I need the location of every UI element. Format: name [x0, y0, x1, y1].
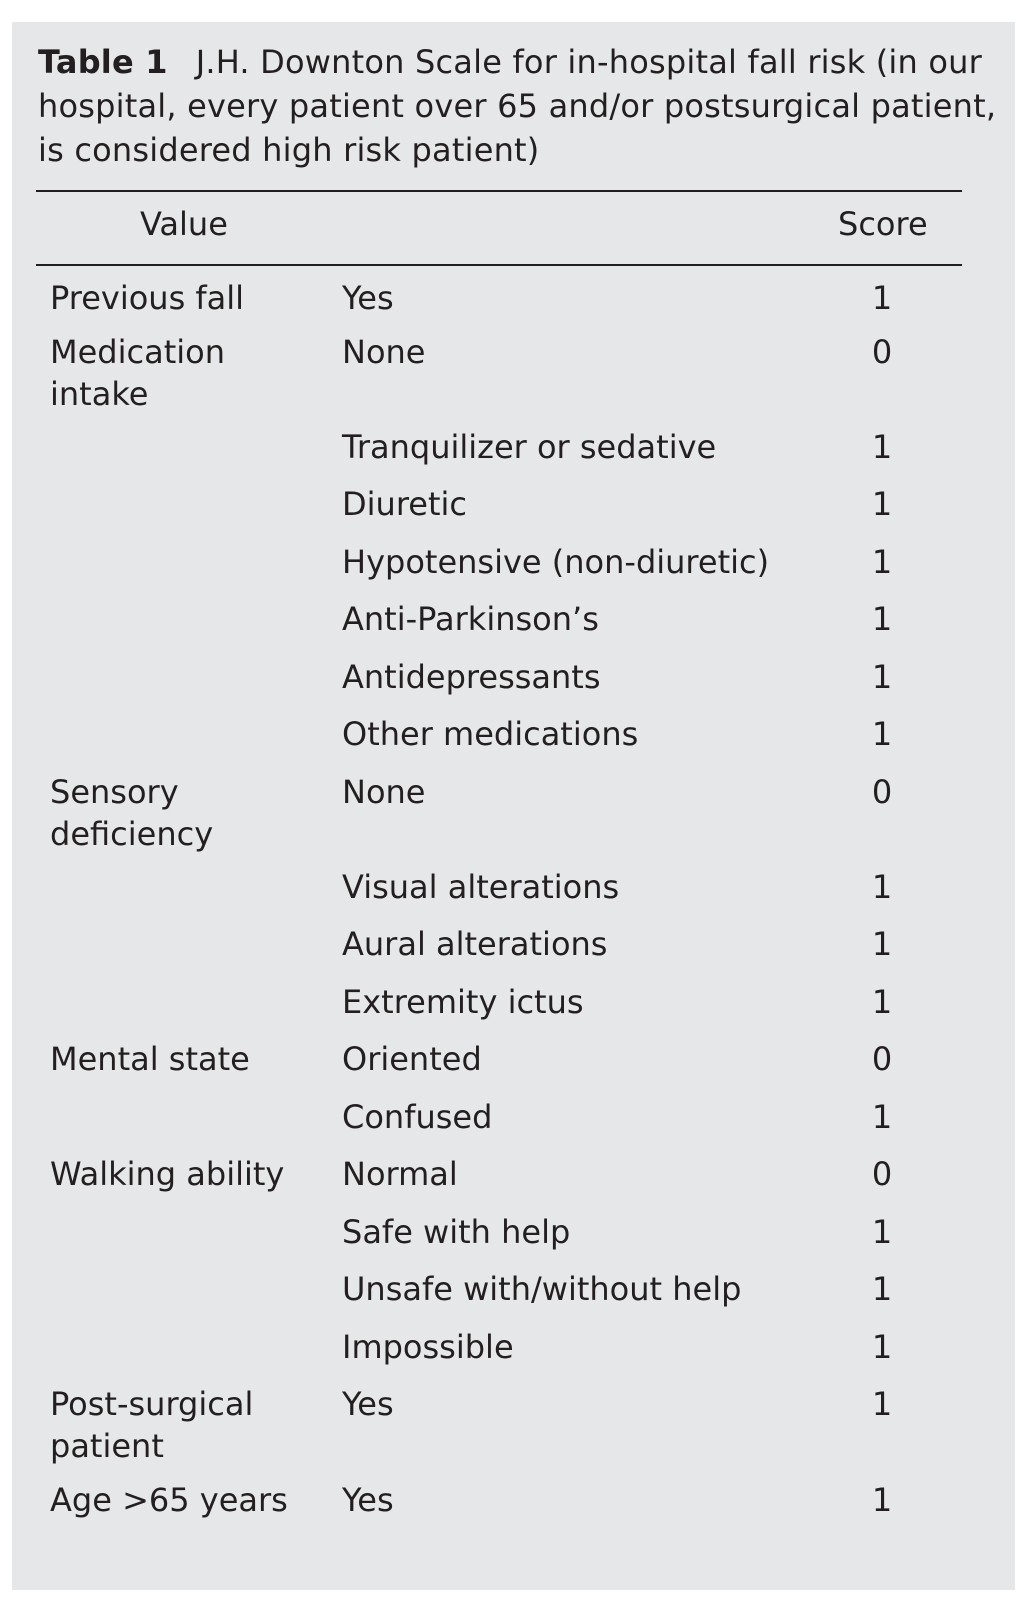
row-item: Tranquilizer or sedative: [342, 428, 717, 466]
header-value: Value: [140, 205, 228, 243]
row-score: 1: [871, 983, 893, 1021]
row-category: Medication intake: [50, 333, 225, 413]
row-item: Diuretic: [342, 485, 467, 523]
row-score: 1: [871, 279, 893, 317]
caption-label: Table 1: [38, 43, 168, 81]
table-panel: [12, 22, 1015, 1590]
row-item: None: [342, 333, 426, 371]
row-score: 0: [871, 1155, 893, 1193]
row-score: 1: [871, 1328, 893, 1366]
row-score: 1: [871, 658, 893, 696]
caption-text: J.H. Downton Scale for in-hospital fall risk (in our hospital, every patient over 65 and/or postsurgical patient, is considered high risk patient): [38, 43, 997, 169]
row-item: None: [342, 773, 426, 811]
row-category: Mental state: [50, 1040, 250, 1078]
row-item: Other medications: [342, 715, 639, 753]
row-score: 0: [871, 1040, 893, 1078]
row-score: 0: [871, 773, 893, 811]
row-score: 1: [871, 600, 893, 638]
row-item: Unsafe with/without help: [342, 1270, 742, 1308]
row-score: 1: [871, 1270, 893, 1308]
row-item: Confused: [342, 1098, 493, 1136]
top-rule: [36, 190, 962, 192]
row-item: Aural alterations: [342, 925, 608, 963]
header-rule: [36, 264, 962, 266]
row-score: 0: [871, 333, 893, 371]
row-score: 1: [871, 925, 893, 963]
row-item: Yes: [342, 1385, 394, 1423]
row-score: 1: [871, 428, 893, 466]
header-score: Score: [838, 205, 928, 243]
row-score: 1: [871, 1098, 893, 1136]
row-item: Extremity ictus: [342, 983, 584, 1021]
row-score: 1: [871, 543, 893, 581]
row-category: Walking ability: [50, 1155, 285, 1193]
row-score: 1: [871, 1385, 893, 1423]
row-score: 1: [871, 485, 893, 523]
row-item: Anti-Parkinson’s: [342, 600, 599, 638]
table-caption: [38, 40, 998, 172]
row-item: Hypotensive (non-diuretic): [342, 543, 770, 581]
row-item: Normal: [342, 1155, 458, 1193]
row-item: Oriented: [342, 1040, 482, 1078]
row-item: Antidepressants: [342, 658, 601, 696]
row-category: Age >65 years: [50, 1481, 288, 1519]
row-item: Yes: [342, 1481, 394, 1519]
row-score: 1: [871, 1481, 893, 1519]
row-score: 1: [871, 868, 893, 906]
row-item: Yes: [342, 279, 394, 317]
row-category: Sensory deficiency: [50, 773, 214, 853]
row-score: 1: [871, 715, 893, 753]
row-item: Safe with help: [342, 1213, 571, 1251]
row-item: Visual alterations: [342, 868, 620, 906]
row-category: Post-surgical patient: [50, 1385, 254, 1465]
row-item: Impossible: [342, 1328, 514, 1366]
row-score: 1: [871, 1213, 893, 1251]
row-category: Previous fall: [50, 279, 245, 317]
